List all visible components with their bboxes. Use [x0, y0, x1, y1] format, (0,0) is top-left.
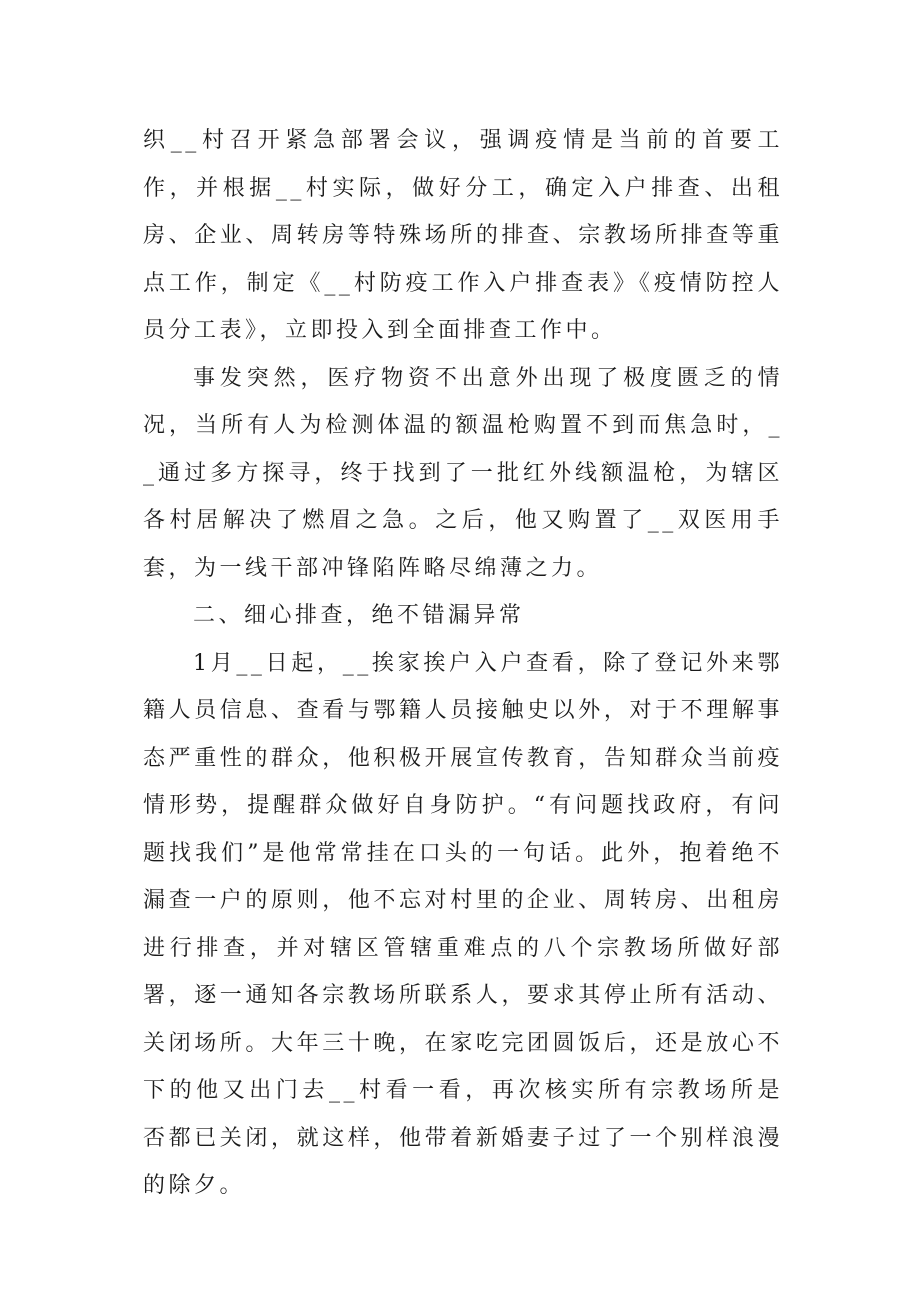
paragraph-meeting: 织__村召开紧急部署会议，强调疫情是当前的首要工作，并根据__村实际，做好分工，确定入户排查、出租房、企业、周转房等特殊场所的排查、宗教场所排查等重点工作，制定《__村防疫工作入户排查表》《疫情防控人员分工表》，立即投入到全面排查工作中。	[143, 128, 783, 343]
paragraph-supplies: 事发突然，医疗物资不出意外出现了极度匮乏的情况，当所有人为检测体温的额温枪购置不到而焦急时，__通过多方探寻，终于找到了一批红外线额温枪，为辖区各村居解决了燃眉之急。之后，他又购置了__双医用手套，为一线干部冲锋陷阵略尽绵薄之力。	[143, 365, 783, 581]
section-heading: 二、细心排查，绝不错漏异常	[193, 603, 525, 628]
paragraph-inspection: 1月__日起，__挨家挨户入户查看，除了登记外来鄂籍人员信息、查看与鄂籍人员接触史以外，对于不理解事态严重性的群众，他积极开展宣传教育，告知群众当前疫情形势，提醒群众做好自身防护。“有问题找政府，有问题找我们”是他常常挂在口头的一句话。此外，抱着绝不漏查一户的原则，他不忘对村里的企业、周转房、出租房进行排查，并对辖区管辖重难点的八个宗教场所做好部署，逐一通知各宗教场所联系人，要求其停止所有活动、关闭场所。大年三十晚，在家吃完团圆饭后，还是放心不下的他又出门去__村看一看，再次核实所有宗教场所是否都已关闭，就这样，他带着新婚妻子过了一个别样浪漫的除夕。	[143, 650, 783, 1198]
document-body	[143, 117, 783, 1210]
